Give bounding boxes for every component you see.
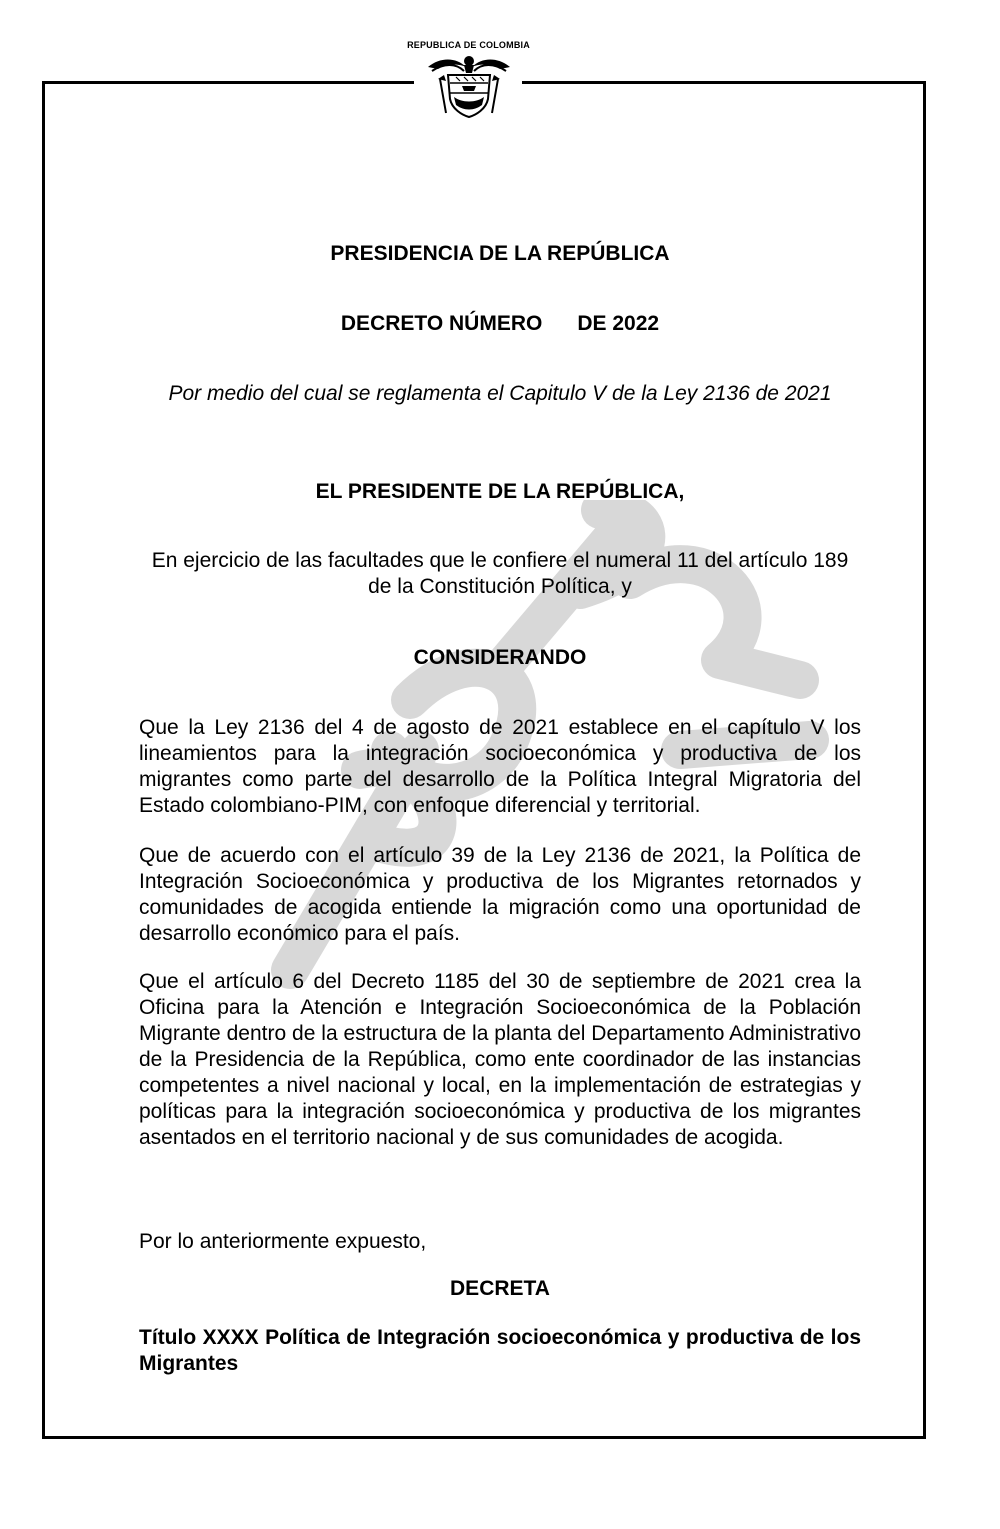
- colombia-coat-of-arms-icon: [426, 53, 512, 119]
- country-header: REPUBLICA DE COLOMBIA: [407, 40, 530, 50]
- issuer-heading: EL PRESIDENTE DE LA REPÚBLICA,: [315, 480, 685, 503]
- considerando-paragraph-3: Que el artículo 6 del Decreto 1185 del 30 de septiembre de 2021 crea la Oficina para la Atención e Integración Socioeconómica de la Población Migrante dentro de la estructura de la planta del Departamento Administrativo de la Presidencia de la República, como ente coordinador de las instancias competentes a nivel nacional y local, en la implementación de estrategias y políticas para la integración socioeconómica y productiva de los migrantes asentados en el territorio nacional y de sus comunidades de acogida.: [139, 970, 861, 1149]
- decree-number-heading: DECRETO NÚMERO DE 2022: [340, 312, 660, 335]
- decreta-heading: DECRETA: [450, 1277, 550, 1300]
- considerando-paragraph-1: Que la Ley 2136 del 4 de agosto de 2021 establece en el capítulo V los lineamientos para la integración socioeconómica y productiva de los migrantes como parte del desarrollo de la Política Integral Migratoria del Estado colombiano-PIM, con enfoque diferencial y territorial.: [139, 716, 861, 817]
- closing-line: Por lo anteriormente expuesto,: [139, 1230, 427, 1253]
- decree-subject: Por medio del cual se reglamenta el Capitulo V de la Ley 2136 de 2021: [168, 382, 832, 405]
- considerando-paragraph-2: Que de acuerdo con el artículo 39 de la Ley 2136 de 2021, la Política de Integración Socioeconómica y productiva de los Migrantes retornados y comunidades de acogida entiende la migración como una oportunidad de desarrollo económico para el país.: [139, 844, 861, 945]
- considerando-heading: CONSIDERANDO: [413, 646, 587, 669]
- powers-paragraph: En ejercicio de las facultades que le confiere el numeral 11 del artículo 189 de la Constitución Política, y: [151, 549, 849, 598]
- entity-heading: PRESIDENCIA DE LA REPÚBLICA: [330, 242, 670, 265]
- title-heading: Título XXXX Política de Integración socioeconómica y productiva de los Migrantes: [139, 1326, 861, 1375]
